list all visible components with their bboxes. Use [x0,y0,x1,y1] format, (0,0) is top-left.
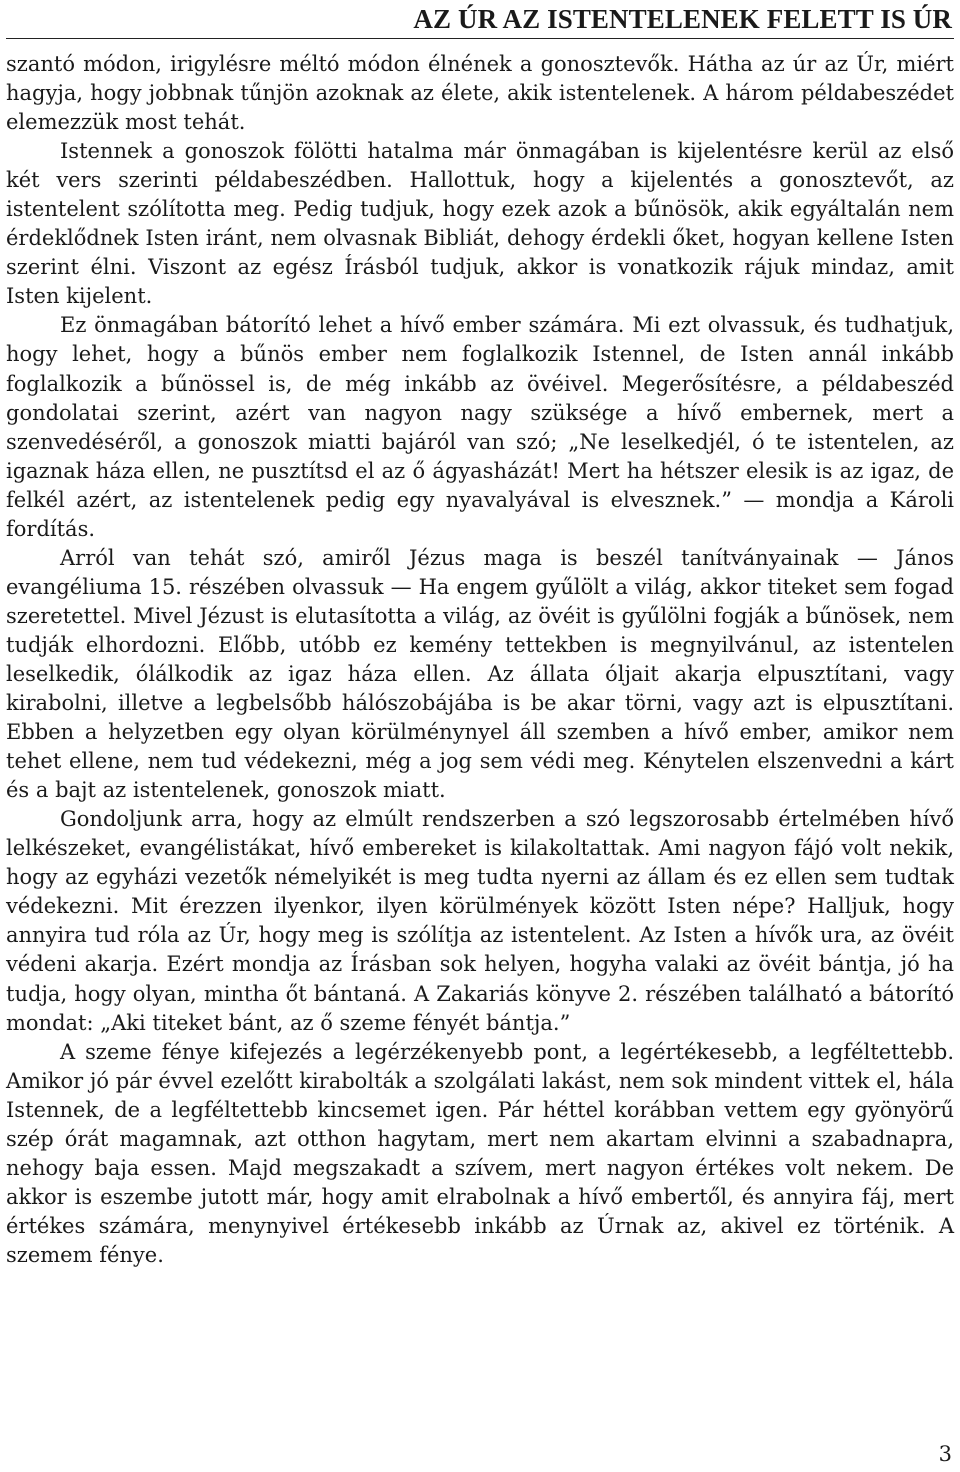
paragraph: Arról van tehát szó, amiről Jézus maga is beszél tanítványainak — János evangéliuma 15. részében olvassuk — Ha engem gyűlölt a világ, akkor titeket sem fogad szeretettel. Mivel Jézust is elutasította a világ, az övéit is gyűlölni fogják a bűnösek, nem tudják elhordozni. Előbb, utóbb ez kemény tettekben is megnyilvánul, az istentelen leselkedik, ólálkodik az igaz háza ellen. Az állata óljait akarja elpusztítani, vagy kirabolni, illetve a legbelsőbb hálószobájába is be akar törni, vagy azt is elpusztítani. Ebben a helyzetben egy olyan körülménynyel áll szemben a hívő ember, amikor nem tehet ellene, nem tud védekezni, még a jog sem védi meg. Kénytelen elszenvedni a kárt és a bajt az istentelenek, gonoszok miatt. [6,545,954,803]
paragraph: Ez önmagában bátorító lehet a hívő ember számára. Mi ezt olvassuk, és tudhatjuk, hogy lehet, hogy a bűnös ember nem foglalkozik Istennel, de Isten annál inkább foglalkozik a bűnössel is, de még inkább az övéivel. Megerősítésre, a példabeszéd gondolatai szerint, azért van nagyon nagy szüksége a hívő embernek, mert a szenvedéséről, a gonoszok miatti bajáról van szó; „Ne leselkedjél, ó te istentelen, az igaznak háza ellen, ne pusztítsd el az ő ágyasházát! Mert ha hétszer elesik is az igaz, de felkél azért, az istentelenek pedig egy nyavalyával is elvesznek.” — mondja a Károli fordítás. [6,313,954,541]
paragraph: Gondoljunk arra, hogy az elmúlt rendszerben a szó legszorosabb értelmében hívő lelkészeket, evangélistákat, hívő embereket is kilakoltattak. Ami nagyon fájó volt nekik, hogy az egyházi vezetők némelyikét is meg tudta nyerni az állam és ez ellen sem tudtak védekezni. Mit érezzen ilyenkor, ilyen körülmények között Isten népe? Halljuk, hogy annyira tud róla az Úr, hogy meg is szólítja az istentelent. Az Isten a hívők ura, az övéit védeni akarja. Ezért mondja az Írásban sok helyen, hogyha valaki az övéit bántja, jó ha tudja, hogy olyan, mintha őt bántaná. A Zakariás könyve 2. részében található a bátorító mondat: „Aki titeket bánt, az ő szeme fényét bántja.” [6,807,954,1035]
paragraph: A szeme fénye kifejezés a legérzékenyebb pont, a legértékesebb, a legféltettebb. Amikor jó pár évvel ezelőtt kirabolták a szolgálati lakást, nem sok mindent vittek el, hála Istennek, de a legféltettebb kincsemet igen. Pár héttel korábban vettem egy gyönyörű szép órát magamnak, azt otthon hagytam, mert nem akartam elvinni a szabadnapra, nehogy baja essen. Majd megszakadt a szívem, mert nagyon értékes volt nekem. De akkor is eszembe jutott már, hogy amit elrabolnak a hívő embertől, és annyira fáj, mert értékes számára, menynyivel értékesebb inkább az Úrnak az, akivel ez történik. A szemem fénye. [6,1039,954,1267]
paragraph: Istennek a gonoszok fölötti hatalma már önmagában is kijelentésre kerül az első két vers szerinti példabeszédben. Hallottuk, hogy a kijelentés a gonosztevőt, az istentelent szólította meg. Pedig tudjuk, hogy ezek azok a bűnösök, akik egyáltalán nem érdeklődnek Isten iránt, nem olvasnak Bibliát, dehogy érdekli őket, hogyan kellene Isten szerint élni. Viszont az egész Írásból tudjuk, akkor is vonatkozik rájuk mindaz, amit Isten kijelent. [6,139,954,309]
header-rule [6,38,954,39]
paragraph-continued: szantó módon, irigylésre méltó módon élnének a gonosztevők. Hátha az úr az Úr, miért hagyja, hogy jobbnak tűnjön azoknak az élete, akik istentelenek. A három példabeszédet elemezzük most tehát. [6,52,954,135]
body-text [6,50,954,1270]
running-title: AZ ÚR AZ ISTENTELENEK FELETT IS ÚR [413,4,952,34]
page-number: 3 [938,1442,952,1466]
